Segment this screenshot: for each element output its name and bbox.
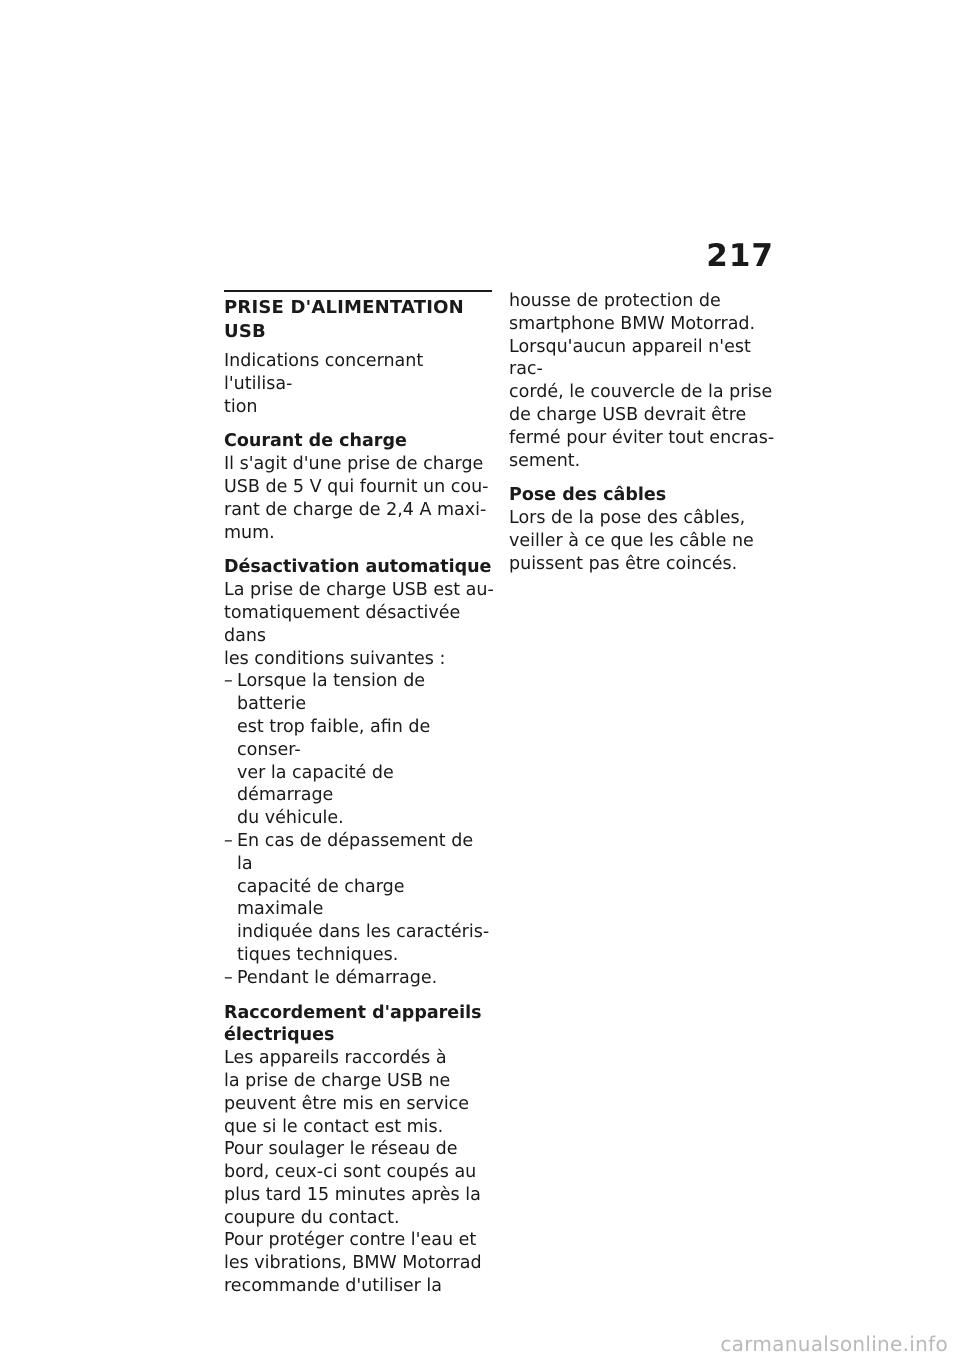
- deactivation-conditions-list: [224, 670, 494, 989]
- device-connection-continued: [509, 290, 779, 472]
- list-item: – Pendant le démarrage.: [224, 967, 494, 990]
- auto-deactivation-text: La prise de charge USB est au- tomatiquement désactivée dans les conditions suivantes :: [224, 580, 494, 669]
- charge-current-heading: Courant de charge: [224, 431, 407, 452]
- watermark: carmanualsonline.info: [720, 1332, 948, 1356]
- charge-current-block: [224, 430, 494, 544]
- auto-deactivation-heading: Désactivation automatique: [224, 557, 492, 578]
- charge-current-text: Il s'agit d'une prise de charge USB de 5 V qui fournit un cou- rant de charge de 2,4 A maxi- mum.: [224, 454, 489, 543]
- device-connection-text: Les appareils raccordés à la prise de charge USB ne peuvent être mis en service que si le contact est mis. Pour soulager le réseau de bord, ceux-ci sont coupés au plus tard 15 minutes après la coupure du contact. Pour protéger contre l'eau et les vibrations, BMW Motorrad recommande d'utiliser la: [224, 1048, 482, 1297]
- section-divider: [224, 290, 492, 292]
- cable-routing-text: Lors de la pose des câbles, veiller à ce que les câble ne puissent pas être coincés.: [509, 508, 754, 574]
- device-connection-heading: Raccordement d'appareils électriques: [224, 1002, 482, 1046]
- cable-routing-heading: Pose des câbles: [509, 485, 667, 506]
- auto-deactivation-block: [224, 556, 494, 989]
- section-title: PRISE D'ALIMENTATION USB: [224, 297, 464, 342]
- right-column: [509, 290, 779, 588]
- list-item: – En cas de dépassement de la capacité de charge maximale indiquée dans les caractéris- tiques techniques.: [224, 830, 494, 967]
- page-number: 217: [706, 238, 774, 274]
- section-subtitle: Indications concernant l'utilisa- tion: [224, 351, 424, 417]
- device-connection-continuation: housse de protection de smartphone BMW Motorrad. Lorsqu'aucun appareil n'est rac- cordé, le couvercle de la prise de charge USB devrait être fermé pour éviter tout encras- sement.: [509, 291, 775, 471]
- list-item: – Lorsque la tension de batterie est trop faible, afin de conser- ver la capacité de démarrage du véhicule.: [224, 670, 494, 830]
- cable-routing-block: [509, 484, 779, 575]
- left-column: [224, 290, 494, 1310]
- device-connection-block: [224, 1002, 494, 1298]
